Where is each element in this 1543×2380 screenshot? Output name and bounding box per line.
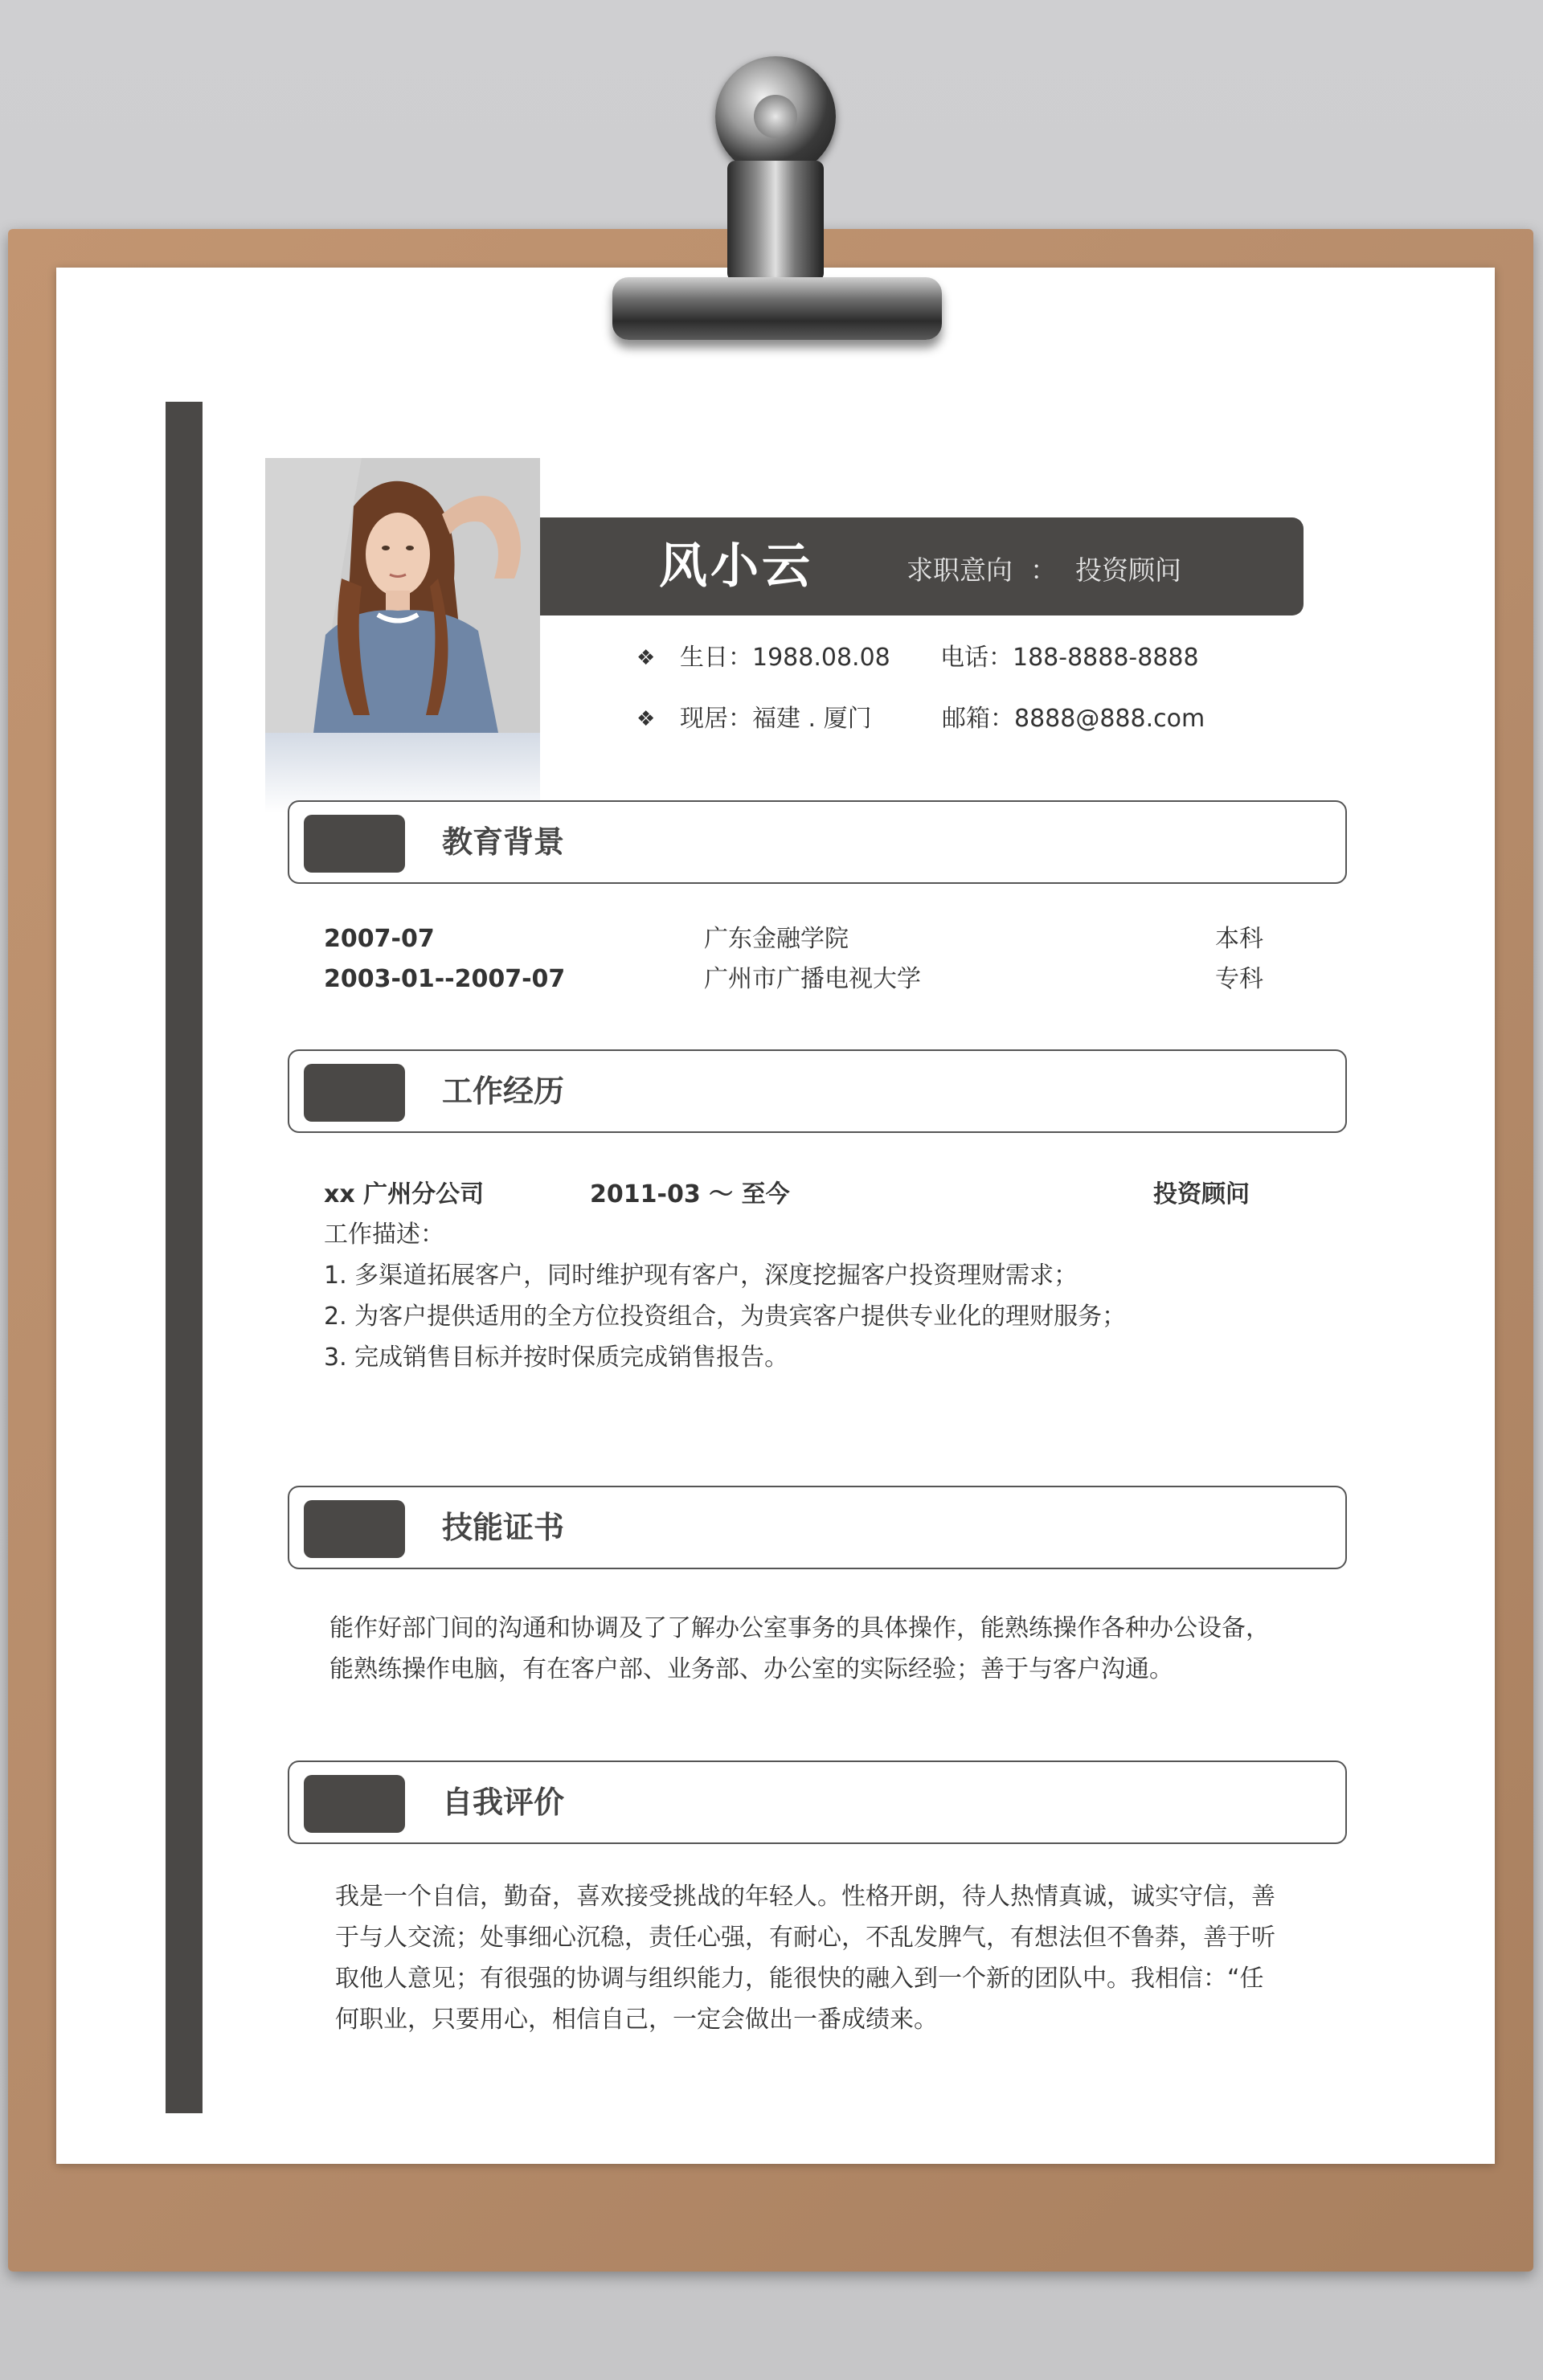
work-position: 投资顾问	[1153, 1180, 1250, 1208]
phone-text: 电话：188-8888-8888	[940, 644, 1199, 672]
section-header-skills	[288, 1486, 1347, 1569]
section-header-work	[288, 1049, 1347, 1133]
binder-clip	[563, 48, 964, 362]
self-eval-line: 于与人交流；处事细心沉稳，责任心强，有耐心，不乱发脾气，有想法但不鲁莽，善于听	[335, 1924, 1275, 1952]
candidate-name: 风小云	[659, 538, 813, 595]
section-header-self-evaluation	[288, 1760, 1347, 1844]
edu-date: 2003-01--2007-07	[324, 965, 566, 993]
section-title: 技能证书	[442, 1510, 565, 1545]
work-desc-item: 2. 为客户提供适用的全方位投资组合，为贵宾客户提供专业化的理财服务；	[324, 1302, 1127, 1331]
bullet-diamond-icon: ❖	[636, 707, 656, 731]
section-title: 教育背景	[442, 824, 565, 860]
work-desc-item: 1. 多渠道拓展客户，同时维护现有客户，深度挖掘客户投资理财需求；	[324, 1262, 1078, 1290]
job-intent-label: 求职意向	[907, 554, 1013, 586]
edu-date: 2007-07	[324, 925, 435, 953]
clip-neck	[727, 161, 824, 281]
section-title: 工作经历	[442, 1073, 565, 1109]
section-header-education	[288, 800, 1347, 884]
profile-photo	[265, 458, 540, 733]
work-desc-label: 工作描述：	[324, 1221, 444, 1249]
edu-school: 广东金融学院	[704, 925, 849, 953]
edu-school: 广州市广播电视大学	[704, 965, 921, 993]
clip-jaw	[612, 277, 942, 340]
section-title: 自我评价	[442, 1785, 565, 1820]
portrait-illustration	[265, 458, 540, 733]
section-tab	[304, 1500, 405, 1558]
clip-ring-hole	[754, 95, 797, 138]
edu-degree: 本科	[1215, 925, 1263, 953]
section-tab	[304, 1064, 405, 1122]
side-accent-bar	[166, 402, 203, 2113]
job-intent-value: 投资顾问	[1075, 554, 1181, 586]
birthday-text: 生日：1988.08.08	[680, 644, 890, 672]
section-tab	[304, 1775, 405, 1833]
email-text: 邮箱：8888@888.com	[942, 705, 1205, 733]
residence-text: 现居：福建 . 厦门	[680, 705, 872, 733]
edu-degree: 专科	[1215, 965, 1263, 993]
work-period: 2011-03 ～ 至今	[590, 1180, 790, 1208]
self-eval-line: 何职业，只要用心，相信自己，一定会做出一番成绩来。	[335, 2006, 938, 2034]
work-desc-item: 3. 完成销售目标并按时保质完成销售报告。	[324, 1343, 789, 1372]
section-tab	[304, 815, 405, 873]
work-company: xx 广州分公司	[324, 1180, 485, 1208]
self-eval-line: 取他人意见；有很强的协调与组织能力，能很快的融入到一个新的团队中。我相信：“任	[335, 1965, 1264, 1993]
job-intent-separator: ：	[1030, 554, 1057, 586]
bullet-diamond-icon: ❖	[636, 646, 656, 670]
self-eval-line: 我是一个自信，勤奋，喜欢接受挑战的年轻人。性格开朗，待人热情真诚，诚实守信，善	[335, 1883, 1275, 1911]
skills-text-line: 能熟练操作电脑，有在客户部、业务部、办公室的实际经验；善于与客户沟通。	[329, 1655, 1173, 1683]
skills-text-line: 能作好部门间的沟通和协调及了了解办公室事务的具体操作，能熟练操作各种办公设备，	[329, 1614, 1270, 1642]
